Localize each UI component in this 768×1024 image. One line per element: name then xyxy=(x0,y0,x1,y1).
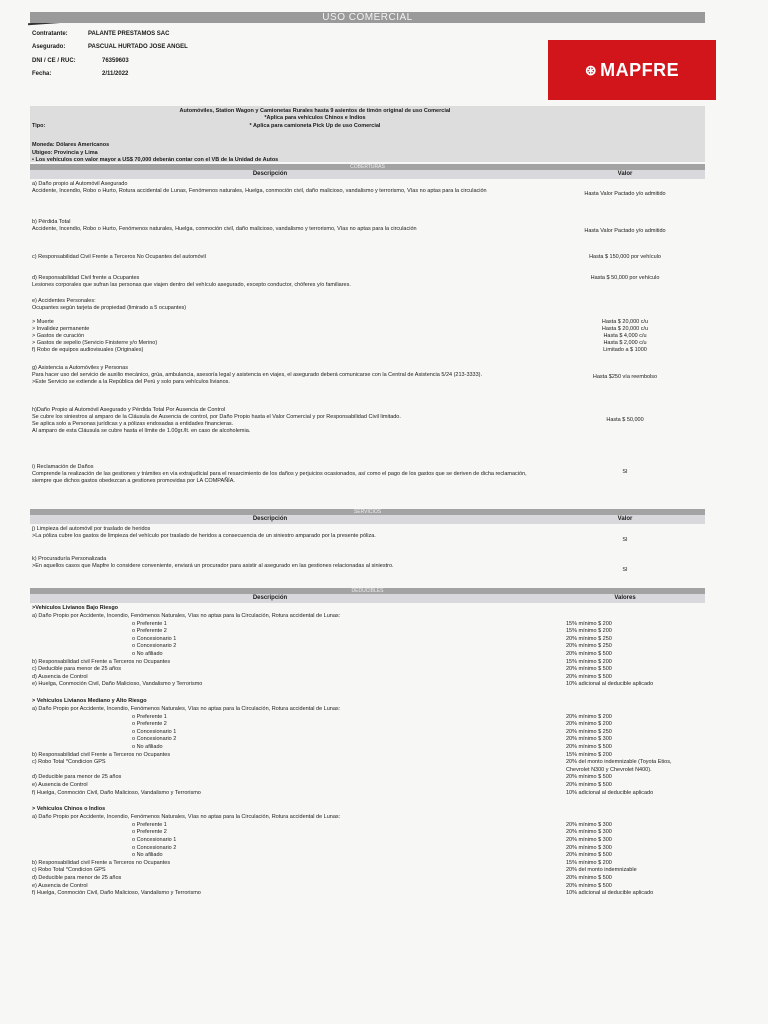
deducible-value: 10% adicional al deducible aplicado xyxy=(566,789,654,796)
cobertura-6-value: Hasta $ 50,000 xyxy=(606,417,644,423)
deducible-row: o Concesionario 2 xyxy=(132,844,177,851)
deducible-row: o Concesionario 2 xyxy=(132,736,177,743)
servicio-1-value: SI xyxy=(622,567,628,573)
deducible-row: f) Huelga, Conmoción Civil, Daño Malicioso, Vandalismo y Terrorismo xyxy=(32,890,201,897)
contratante-value: PALANTE PRESTAMOS SAC xyxy=(88,31,170,37)
cobertura-7-value: SI xyxy=(622,469,628,475)
deducible-row: o No afiliado xyxy=(132,852,163,859)
cobertura-6-text: h)Daño Propio al Automóvil Asegurado y Pérdida Total Por Ausencia de Control Se cubre los siniestros al amparo de la Cláusula de Ausencia de control, por Daño Propio hasta el Valor Comercial y por Responsabilidad Civil limitado. Se aplica solo a Personas jurídicas y a pólizas endosadas a entidades financieras. Al amparo de esta Cláusula se cubre hasta el límite de 1.00gr./lt. en caso de alcoholemia. xyxy=(32,407,401,434)
deducible-value: 15% mínimo $ 200 xyxy=(566,620,612,627)
servicio-0-text: j) Limpieza del automóvil por traslado de heridos >La póliza cubre los gastos de limpieza del vehículo por traslado de heridos a consecuencia de un siniestro amparado por la presente póliza. xyxy=(32,526,376,539)
deducible-row: o No afiliado xyxy=(132,744,163,750)
deducible-value: 20% mínimo $ 300 xyxy=(566,829,612,836)
deducibles-list xyxy=(30,603,705,963)
servicios-header: Descripción Valor xyxy=(30,515,705,524)
nota-valor: • Los vehículos con valor mayor a US$ 70,000 deberán contar con el VB de la Unidad de Autos xyxy=(32,157,279,163)
deducible-value: 10% adicional al deducible aplicado xyxy=(566,681,654,688)
cobertura-5-value: Hasta $250 vía reembolso xyxy=(592,374,658,380)
tipo-line-2: *Aplica para vehículos Chinos e Indios xyxy=(264,115,366,121)
cobertura-3-value: Hasta $ 50,000 por vehículo xyxy=(590,275,660,281)
asegurado-row: Asegurado: PASCUAL HURTADO JOSE ANGEL xyxy=(32,44,188,50)
deducible-value: 20% mínimo $ 500 xyxy=(566,774,612,781)
cobertura-0-value: Hasta Valor Pactado y/o admitido xyxy=(584,191,666,197)
moneda: Moneda: Dólares Americanos xyxy=(32,142,110,148)
servicio-1-text: k) Procuraduría Personalizada >En aquellos casos que Mapfre lo considere conveniente, enviará un procurador para asistir al asegurado en las gestiones relacionadas al siniestro. xyxy=(32,556,394,569)
dni-value: 76359603 xyxy=(102,58,129,64)
tipo-line-1: Automóviles, Station Wagon y Camionetas Rurales hasta 9 asientos de timón original de uso Comercial xyxy=(179,108,451,114)
coberturas-header: Descripción Valor xyxy=(30,170,705,179)
servicios-bar: SERVICIOS xyxy=(30,509,705,515)
dni-row: DNI / CE / RUC: 76359603 xyxy=(32,58,129,64)
cobertura-2-text: c) Responsabilidad Civil Frente a Terceros No Ocupantes del automóvil xyxy=(32,254,206,260)
deducibles-header: Descripción Valores xyxy=(30,594,705,603)
document-title-bar: USO COMERCIAL xyxy=(30,12,705,23)
deducible-row: a) Daño Propio por Accidente, Incendio, Fenómenos Naturales, Vías no aptas para la Circulación, Rotura accidental de Lunas: xyxy=(32,613,341,619)
deducible-row: o Concesionario 2 xyxy=(132,643,177,650)
deducible-row: d) Deducible para menor de 25 años xyxy=(32,774,122,781)
deducible-row: c) Robo Total *Condicion GPS xyxy=(32,759,106,766)
deducible-group-2-title: > Vehículos Chinos o Indios xyxy=(32,806,106,813)
deducible-row: o Preferente 1 xyxy=(132,821,167,828)
fecha-value: 2/11/2022 xyxy=(102,71,129,77)
deducible-value: 20% mínimo $ 500 xyxy=(566,875,612,881)
deducible-row: o Concesionario 1 xyxy=(132,635,177,642)
deducible-value: 20% mínimo $ 500 xyxy=(566,651,612,657)
deducible-value: 20% mínimo $ 500 xyxy=(566,744,612,750)
deducible-value: 20% mínimo $ 250 xyxy=(566,635,612,642)
deducible-value: 20% mínimo $ 200 xyxy=(566,721,612,728)
deducible-group-0-title: >Vehículos Livianos Bajo Riesgo xyxy=(32,605,119,611)
deducible-row: b) Responsabilidad civil Frente a Terceros no Ocupantes xyxy=(32,859,171,866)
mapfre-mark-icon: ⊛ xyxy=(584,61,598,78)
tipo-label: Tipo: xyxy=(32,123,46,129)
deducible-row: o Preferente 1 xyxy=(132,620,167,627)
deducible-value: 20% del monto indemnizable (Toyota Etios, Chevrolet N300 y Chevrolet N400). xyxy=(566,759,672,773)
deducible-row: c) Robo Total *Condicion GPS xyxy=(32,867,106,874)
deducible-value: 20% mínimo $ 500 xyxy=(566,782,612,788)
tipo-section xyxy=(30,106,705,162)
deducible-value: 20% mínimo $ 300 xyxy=(566,821,612,828)
tipo-line-3: * Aplica para camioneta Pick Up de uso Comercial xyxy=(249,123,381,129)
cobertura-3-text: d) Responsabilidad Civil frente a Ocupantes Lesiones corporales que sufran las personas que viajen dentro del vehículo asegurado, excepto conductor, chóferes y/o familiares. xyxy=(32,275,351,288)
deducible-value: 20% mínimo $ 250 xyxy=(566,643,612,650)
deducible-value: 15% mínimo $ 200 xyxy=(566,628,612,635)
deducible-row: o Preferente 2 xyxy=(132,721,167,728)
deducible-value: 20% mínimo $ 300 xyxy=(566,736,612,743)
deducible-value: 15% mínimo $ 200 xyxy=(566,751,612,758)
mapfre-logo: ⊛ MAPFRE xyxy=(548,40,716,100)
cobertura-7-text: i) Reclamación de Daños Comprende la realización de las gestiones y trámites en vía extrajudicial para el resarcimiento de los daños y perjuicios ocasionados, así como el pago de los gastos que se deriven de dicha reclamación, siempre que dichos gastos obedezcan a gestiones promovidas por LA COMPAÑÍA. xyxy=(32,464,527,484)
coberturas-bar: COBERTURAS xyxy=(30,164,705,170)
deducible-row: o Preferente 2 xyxy=(132,829,167,836)
deducible-value: 20% mínimo $ 500 xyxy=(566,852,612,859)
deducible-row: a) Daño Propio por Accidente, Incendio, Fenómenos Naturales, Vías no aptas para la Circulación, Rotura accidental de Lunas: xyxy=(32,814,341,821)
deducibles-bar: DEDUCIBLES xyxy=(30,588,705,594)
deducible-value: 20% mínimo $ 500 xyxy=(566,673,612,680)
deducible-row: f) Huelga, Conmoción Civil, Daño Malicioso, Vandalismo y Terrorismo xyxy=(32,789,201,796)
deducible-row: d) Deducible para menor de 25 años xyxy=(32,875,122,881)
deducible-value: 20% mínimo $ 500 xyxy=(566,882,612,889)
deducible-value: 20% mínimo $ 250 xyxy=(566,728,612,735)
cobertura-2-value: Hasta $ 150,000 por vehículo xyxy=(589,254,661,260)
cobertura-0-text: a) Daño propio al Automóvil Asegurado Accidente, Incendio, Robo o Hurto, Rotura accidental de Lunas, Fenómenos naturales, Huelga, conmoción civil, daño malicioso, vandalismo y terrorismo, Vías no aptas para la circulación xyxy=(32,181,487,194)
servicios-list xyxy=(30,524,705,588)
deducible-value: 20% mínimo $ 300 xyxy=(566,837,612,843)
policy-header xyxy=(30,23,705,105)
servicio-0-value: SI xyxy=(622,537,628,543)
cobertura-4-value: Hasta $ 20,000 c/u Hasta $ 20,000 c/u Hasta $ 4,000 c/u Hasta $ 2,000 c/u Limitado a $ 1000 xyxy=(601,319,649,353)
deducible-row: o Preferente 2 xyxy=(132,628,167,635)
cobertura-1-text: b) Pérdida Total Accidente, Incendio, Robo o Hurto, Fenómenos naturales, Huelga, conmoción civil, daño malicioso, vandalismo y terrorismo, Vías no aptas para la circulación xyxy=(32,219,417,232)
quote-document xyxy=(30,12,705,963)
deducible-value: 20% mínimo $ 500 xyxy=(566,666,612,673)
deducible-row: o No afiliado xyxy=(132,651,163,657)
deducible-value: 20% mínimo $ 200 xyxy=(566,713,612,720)
fecha-row: Fecha: 2/11/2022 xyxy=(32,71,129,77)
ubigeo: Ubigeo: Provincia y Lima xyxy=(32,150,98,156)
asegurado-value: PASCUAL HURTADO JOSE ANGEL xyxy=(88,44,188,50)
deducible-row: o Concesionario 1 xyxy=(132,837,177,843)
deducible-value: 20% mínimo $ 300 xyxy=(566,844,612,851)
cobertura-1-value: Hasta Valor Pactado y/o admitido xyxy=(584,228,666,234)
deducible-row: e) Ausencia de Control xyxy=(32,782,88,788)
contratante-row: Contratante: PALANTE PRESTAMOS SAC xyxy=(32,31,170,37)
deducible-value: 20% del monto indemnizable xyxy=(566,867,637,874)
deducible-row: o Preferente 1 xyxy=(132,713,167,720)
coberturas-list xyxy=(30,179,705,509)
deducible-value: 10% adicional al deducible aplicado xyxy=(566,890,654,897)
deducible-row: b) Responsabilidad civil Frente a Terceros no Ocupantes xyxy=(32,658,171,665)
deducible-row: c) Deducible para menor de 25 años xyxy=(32,666,121,673)
deducible-row: e) Huelga, Conmoción Civil, Daño Malicioso, Vandalismo y Terrorismo xyxy=(32,681,203,688)
deducible-row: b) Responsabilidad civil Frente a Terceros no Ocupantes xyxy=(32,751,171,758)
deducible-row: o Concesionario 1 xyxy=(132,728,177,735)
cobertura-4-text: e) Accidentes Personales: Ocupantes según tarjeta de propiedad (limirado a 5 ocupantes) > Muerte > Invalidez permanente > Gastos de curación > Gastos de sepelio (Servicio Finisterre y/o Merino) f) Robo de equipos audiovisuales (Originales) xyxy=(32,298,187,353)
deducible-row: e) Ausencia de Control xyxy=(32,882,88,889)
deducible-value: 15% mínimo $ 200 xyxy=(566,859,612,866)
deducible-row: d) Ausencia de Control xyxy=(32,673,88,680)
deducible-row: a) Daño Propio por Accidente, Incendio, Fenómenos Naturales, Vías no aptas para la Circulación, Rotura accidental de Lunas: xyxy=(32,706,341,712)
deducible-value: 15% mínimo $ 200 xyxy=(566,658,612,665)
deducible-group-1-title: > Vehículos Livianos Mediano y Alto Riesgo xyxy=(32,698,147,704)
cobertura-5-text: g) Asistencia a Automóviles y Personas Para hacer uso del servicio de auxilio mecánico, grúa, ambulancia, asesoría legal y asistencia en viajes, el asegurado deberá comunicarse con la Central de Asistencia 5/24 (213-3333). >Este Servicio se extiende a la República del Perú y solo para vehículos livianos. xyxy=(32,365,483,385)
